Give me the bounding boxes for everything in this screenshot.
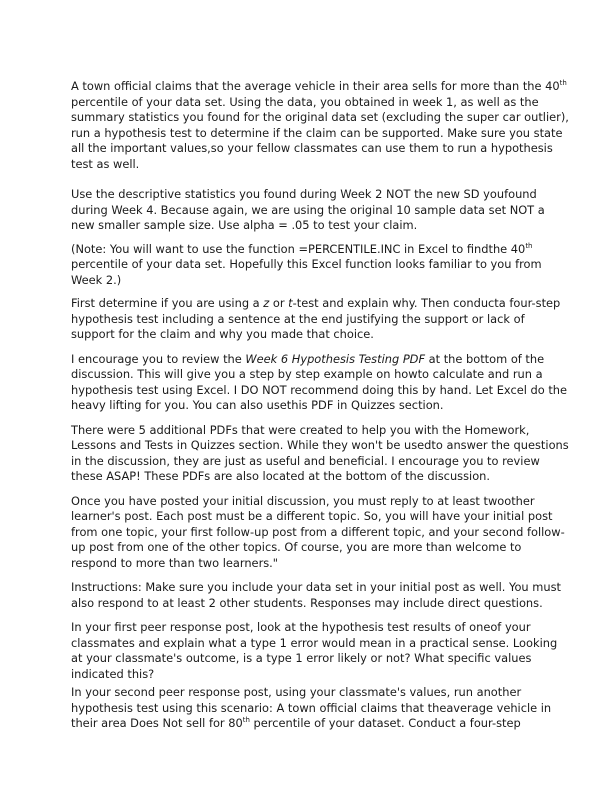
text: First determine if you are using a [71, 296, 264, 310]
text: (Note: You will want to use the function =PERCENTILE.INC in Excel to findthe 40 [71, 241, 526, 256]
text: -test and explain why. Then conducta four-step hypothesis test including a sentence at the end justifying the support or lack of support for the claim and why you made that choice. [71, 296, 561, 341]
superscript: th [242, 716, 250, 725]
superscript: th [559, 79, 567, 88]
italic-z: z [263, 296, 270, 310]
text: at the bottom of the discussion. This will give you a step by step example on howto calculate and run a hypothesis test using Excel. I DO NOT recommend doing this by hand. Let Excel do the heavy lifting for you. You can also usethis PDF in Quizzes section. [71, 351, 568, 412]
text: A town official claims that the average vehicle in their area sells for more than the 40 [71, 79, 560, 93]
text: percentile of your data set. Hopefully this Excel function looks familiar to you from Week 2.) [71, 257, 542, 287]
paragraph-review-pdf [71, 352, 570, 414]
text: or [269, 296, 289, 310]
paragraph-first-peer-response: In your first peer response post, look at the hypothesis test results of oneof your classmates and explain what a type 1 error would mean in a practical sense. Looking at your classmate's outcome, is a type 1 error likely or not? What specific values indicated this? [71, 620, 558, 681]
paragraph-descriptive-stats: Use the descriptive statistics you found during Week 2 NOT the new SD youfound during Week 4. Because again, we are using the original 10 sample data set NOT a new smaller sample size. Use alpha = .05 to test your claim. [71, 187, 545, 232]
pdf-title: Week 6 Hypothesis Testing PDF [245, 351, 426, 366]
paragraph-instructions: Instructions: Make sure you include your data set in your initial post as well. You must also respond to at least 2 other students. Responses may include direct questions. [71, 580, 561, 610]
paragraph-additional-pdfs: There were 5 additional PDFs that were created to help you with the Homework, Lessons and Tests in Quizzes section. While they won't be usedto answer the questions in the discussion, they are just as useful and beneficial. I encourage you to review these ASAP! These PDFs are also located at the bottom of the discussion. [71, 422, 569, 483]
superscript: th [525, 241, 533, 250]
paragraph-note-percentile [71, 242, 570, 289]
paragraph-reply-requirements: Once you have posted your initial discussion, you must reply to at least twoother learner's post. Each post must be a different topic. So, you will have your initial post from one topic, your first follow-up post from a different topic, and your second follow-up post from one of the other topics. Of course, you are more than welcome to respond to more than two learners." [71, 493, 565, 570]
text: In your second peer response post, using your classmate's values, run another hypothesis test using this scenario: A town official claims that theaverage vehicle in their area Does Not sell for 80 [71, 685, 552, 730]
paragraph-claim [71, 79, 570, 172]
text: percentile of your dataset. Conduct a four-step [249, 716, 521, 730]
text: percentile of your data set. Using the data, you obtained in week 1, as well as the summary statistics you found for the original data set (excluding the super car outlier), run a hypothesis test to determine if the claim can be supported. Make sure you state all the important values,so your fellow classmates can use them to run a hypothesis test as well. [71, 94, 569, 171]
text: I encourage you to review the [71, 351, 246, 366]
paragraph-second-peer-response [71, 685, 570, 732]
italic-t: t [288, 296, 293, 310]
paragraph-test-type [71, 296, 570, 343]
